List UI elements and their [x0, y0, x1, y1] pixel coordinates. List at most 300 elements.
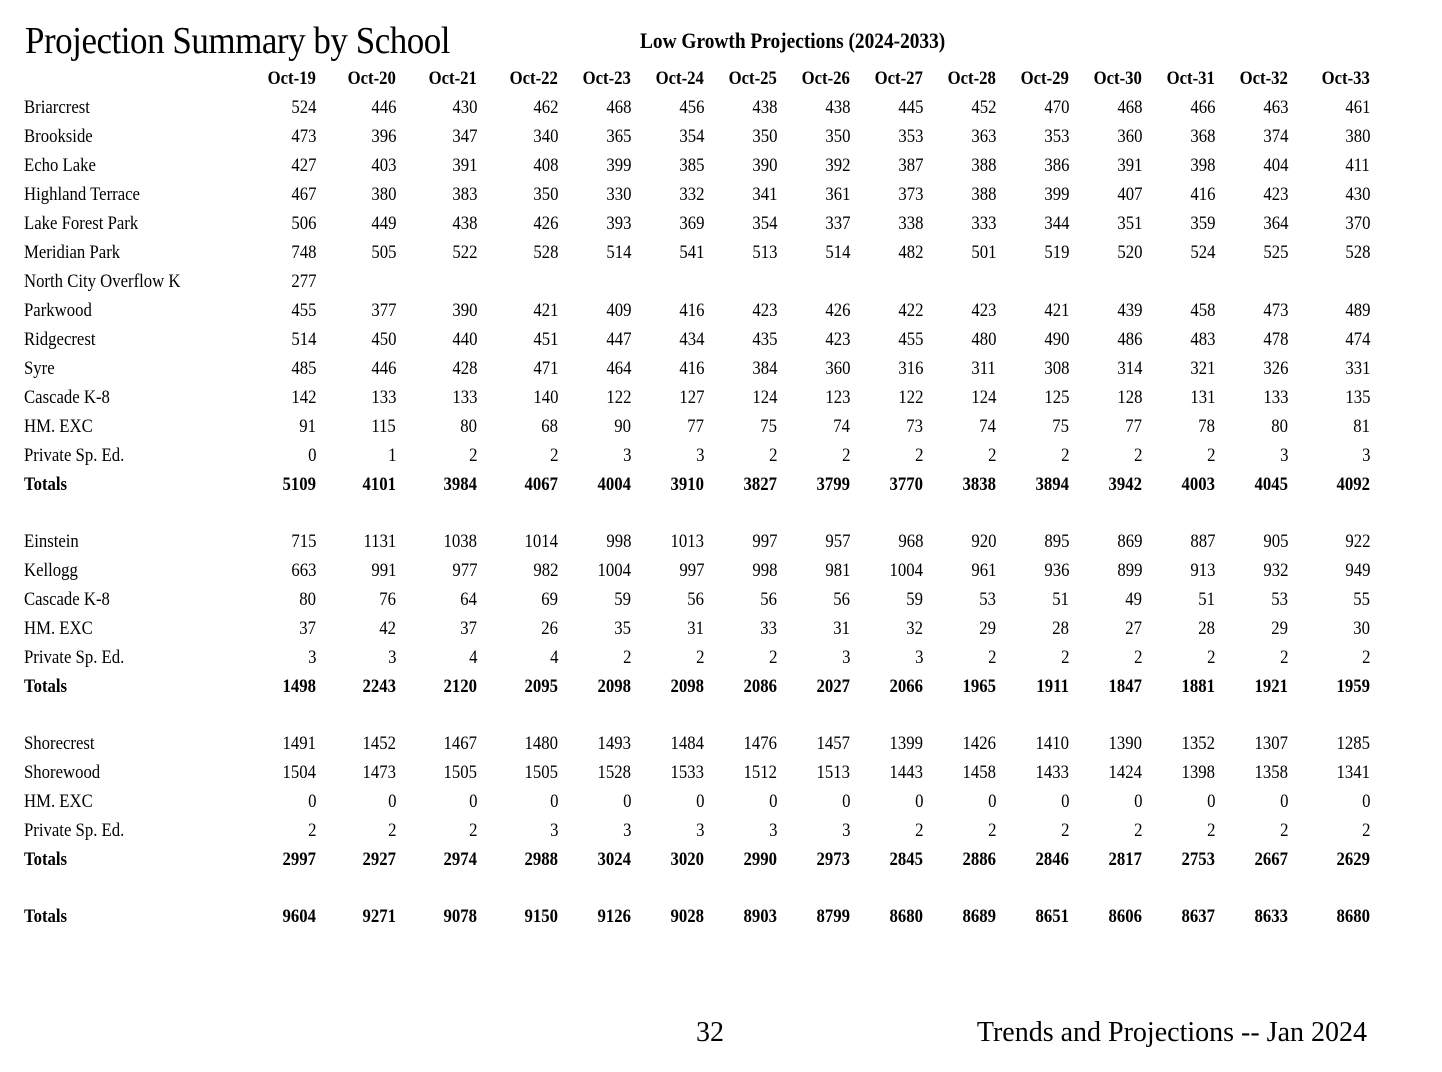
- cell-value: 524: [290, 97, 316, 118]
- table-cell: [1215, 383, 1288, 412]
- table-cell: [850, 585, 923, 614]
- cell-value: 1476: [743, 733, 777, 754]
- cell-value: 0: [1060, 791, 1069, 812]
- column-header-label: Oct-27: [874, 68, 923, 89]
- cell-value: 0: [768, 791, 777, 812]
- table-cell: [850, 180, 923, 209]
- column-header-label: Oct-23: [582, 68, 631, 89]
- table-row: [24, 93, 1370, 122]
- cell-value: 383: [451, 184, 477, 205]
- column-header-label: Oct-31: [1166, 68, 1215, 89]
- cell-value: 434: [678, 329, 704, 350]
- table-cell: [396, 902, 477, 931]
- table-cell: [1288, 267, 1370, 296]
- cell-value: 438: [451, 213, 477, 234]
- table-cell: [631, 816, 704, 845]
- table-cell: [558, 412, 631, 441]
- table-cell: [996, 902, 1069, 931]
- table-cell: [850, 643, 923, 672]
- row-label-text: HM. EXC: [24, 416, 93, 437]
- table-cell: [777, 758, 850, 787]
- table-cell: [777, 614, 850, 643]
- cell-value: 311: [971, 358, 996, 379]
- cell-value: 80: [299, 589, 316, 610]
- cell-value: 368: [1189, 126, 1215, 147]
- table-cell: [1069, 787, 1142, 816]
- section-totals-row: [24, 845, 1370, 874]
- table-cell: [996, 267, 1069, 296]
- grand-totals-row: [24, 902, 1370, 931]
- row-label: [24, 614, 241, 643]
- cell-value: 3: [622, 445, 631, 466]
- table-cell: [631, 672, 704, 701]
- cell-value: 377: [370, 300, 396, 321]
- table-cell: [704, 93, 777, 122]
- table-cell: [1069, 383, 1142, 412]
- table-cell: [631, 787, 704, 816]
- table-cell: [241, 902, 316, 931]
- cell-value: 338: [897, 213, 923, 234]
- cell-value: 35: [614, 618, 631, 639]
- table-row: [24, 729, 1370, 758]
- table-cell: [1215, 412, 1288, 441]
- cell-value: 326: [1262, 358, 1288, 379]
- table-cell: [923, 354, 996, 383]
- cell-value: 2974: [443, 849, 477, 870]
- cell-value: 0: [307, 791, 316, 812]
- cell-value: 663: [290, 560, 316, 581]
- cell-value: 1847: [1108, 676, 1142, 697]
- cell-value: 399: [1043, 184, 1069, 205]
- table-cell: [1069, 122, 1142, 151]
- row-label-text: Private Sp. Ed.: [24, 820, 125, 841]
- column-header-label: Oct-26: [801, 68, 850, 89]
- column-header-label: Oct-20: [347, 68, 396, 89]
- cell-value: 73: [906, 416, 923, 437]
- table-cell: [631, 93, 704, 122]
- table-cell: [704, 151, 777, 180]
- cell-value: 125: [1043, 387, 1069, 408]
- column-header-label: Oct-30: [1093, 68, 1142, 89]
- cell-value: 2: [307, 820, 316, 841]
- table-cell: [1215, 527, 1288, 556]
- table-cell: [316, 902, 396, 931]
- table-cell: [850, 614, 923, 643]
- table-cell: [1142, 672, 1215, 701]
- table-cell: [396, 614, 477, 643]
- row-label: [24, 845, 241, 874]
- cell-value: 9028: [670, 906, 704, 927]
- table-cell: [396, 151, 477, 180]
- table-cell: [1288, 383, 1370, 412]
- cell-value: 59: [614, 589, 631, 610]
- cell-value: 354: [751, 213, 777, 234]
- column-header: [1215, 65, 1288, 93]
- table-cell: [396, 93, 477, 122]
- cell-value: 5109: [282, 474, 316, 495]
- cell-value: 332: [678, 184, 704, 205]
- cell-value: 2: [1206, 445, 1215, 466]
- cell-value: 489: [1344, 300, 1370, 321]
- column-header-label: Oct-32: [1239, 68, 1288, 89]
- table-cell: [241, 122, 316, 151]
- cell-value: 340: [532, 126, 558, 147]
- cell-value: 3: [841, 647, 850, 668]
- table-cell: [631, 296, 704, 325]
- table-cell: [1288, 209, 1370, 238]
- table-cell: [1215, 729, 1288, 758]
- table-cell: [558, 556, 631, 585]
- table-cell: [316, 672, 396, 701]
- cell-value: 3770: [889, 474, 923, 495]
- table-cell: [1142, 556, 1215, 585]
- cell-value: 474: [1344, 329, 1370, 350]
- cell-value: 64: [460, 589, 477, 610]
- cell-value: 2: [468, 445, 477, 466]
- cell-value: 75: [760, 416, 777, 437]
- cell-value: 2: [695, 647, 704, 668]
- cell-value: 451: [532, 329, 558, 350]
- table-cell: [631, 209, 704, 238]
- cell-value: 1307: [1254, 733, 1288, 754]
- cell-value: 37: [299, 618, 316, 639]
- cell-value: 1480: [524, 733, 558, 754]
- cell-value: 133: [451, 387, 477, 408]
- cell-value: 462: [532, 97, 558, 118]
- table-cell: [1288, 729, 1370, 758]
- table-cell: [1069, 267, 1142, 296]
- table-cell: [996, 296, 1069, 325]
- cell-value: 913: [1189, 560, 1215, 581]
- cell-value: 81: [1353, 416, 1370, 437]
- cell-value: 522: [451, 242, 477, 263]
- cell-value: 2: [768, 445, 777, 466]
- table-cell: [923, 470, 996, 499]
- cell-value: 0: [1206, 791, 1215, 812]
- table-cell: [1142, 209, 1215, 238]
- table-cell: [477, 238, 558, 267]
- cell-value: 2997: [282, 849, 316, 870]
- row-label-text: Private Sp. Ed.: [24, 647, 125, 668]
- cell-value: 2: [1133, 820, 1142, 841]
- table-cell: [704, 845, 777, 874]
- cell-value: 407: [1116, 184, 1142, 205]
- cell-value: 51: [1052, 589, 1069, 610]
- cell-value: 0: [695, 791, 704, 812]
- table-cell: [850, 672, 923, 701]
- cell-value: 480: [970, 329, 996, 350]
- cell-value: 391: [1116, 155, 1142, 176]
- table-cell: [996, 527, 1069, 556]
- table-cell: [1215, 643, 1288, 672]
- cell-value: 373: [897, 184, 923, 205]
- table-cell: [777, 556, 850, 585]
- cell-value: 421: [532, 300, 558, 321]
- column-header: [1142, 65, 1215, 93]
- table-cell: [1142, 614, 1215, 643]
- table-cell: [241, 296, 316, 325]
- table-cell: [996, 643, 1069, 672]
- row-label: [24, 325, 241, 354]
- cell-value: 411: [1345, 155, 1370, 176]
- table-cell: [1142, 816, 1215, 845]
- row-label: [24, 902, 241, 931]
- table-cell: [850, 816, 923, 845]
- cell-value: 4045: [1254, 474, 1288, 495]
- table-cell: [777, 585, 850, 614]
- table-cell: [1215, 585, 1288, 614]
- cell-value: 748: [290, 242, 316, 263]
- cell-value: 2: [622, 647, 631, 668]
- cell-value: 0: [622, 791, 631, 812]
- table-row: [24, 151, 1370, 180]
- table-row: [24, 787, 1370, 816]
- row-label-text: Private Sp. Ed.: [24, 445, 125, 466]
- cell-value: 473: [290, 126, 316, 147]
- row-label-text: Cascade K-8: [24, 387, 110, 408]
- cell-value: 353: [897, 126, 923, 147]
- table-cell: [704, 180, 777, 209]
- table-cell: [1069, 209, 1142, 238]
- table-cell: [777, 354, 850, 383]
- table-cell: [1069, 729, 1142, 758]
- cell-value: 423: [970, 300, 996, 321]
- cell-value: 360: [1116, 126, 1142, 147]
- cell-value: 2066: [889, 676, 923, 697]
- table-cell: [777, 845, 850, 874]
- table-cell: [1069, 643, 1142, 672]
- cell-value: 0: [1361, 791, 1370, 812]
- table-cell: [704, 441, 777, 470]
- table-cell: [396, 643, 477, 672]
- table-cell: [777, 238, 850, 267]
- table-cell: [241, 93, 316, 122]
- cell-value: 1467: [443, 733, 477, 754]
- table-cell: [558, 585, 631, 614]
- column-header-label: Oct-24: [655, 68, 704, 89]
- cell-value: 140: [532, 387, 558, 408]
- cell-value: 440: [451, 329, 477, 350]
- cell-value: 483: [1189, 329, 1215, 350]
- table-cell: [631, 527, 704, 556]
- table-cell: [777, 383, 850, 412]
- table-row: [24, 412, 1370, 441]
- table-cell: [1215, 672, 1288, 701]
- cell-value: 2988: [524, 849, 558, 870]
- table-row: [24, 238, 1370, 267]
- table-cell: [850, 787, 923, 816]
- table-cell: [477, 383, 558, 412]
- cell-value: 2098: [597, 676, 631, 697]
- cell-value: 2: [987, 820, 996, 841]
- cell-value: 1004: [889, 560, 923, 581]
- cell-value: 390: [751, 155, 777, 176]
- table-cell: [241, 527, 316, 556]
- row-label: [24, 816, 241, 845]
- cell-value: 446: [370, 358, 396, 379]
- cell-value: 4003: [1181, 474, 1215, 495]
- cell-value: 514: [605, 242, 631, 263]
- table-cell: [396, 296, 477, 325]
- table-cell: [1069, 354, 1142, 383]
- cell-value: 1921: [1254, 676, 1288, 697]
- cell-value: 9604: [282, 906, 316, 927]
- table-cell: [996, 816, 1069, 845]
- table-cell: [850, 527, 923, 556]
- cell-value: 932: [1262, 560, 1288, 581]
- table-cell: [558, 614, 631, 643]
- cell-value: 524: [1189, 242, 1215, 263]
- cell-value: 1505: [524, 762, 558, 783]
- row-label-text: North City Overflow K: [24, 271, 181, 292]
- cell-value: 384: [751, 358, 777, 379]
- cell-value: 2: [1206, 820, 1215, 841]
- table-cell: [477, 209, 558, 238]
- cell-value: 387: [897, 155, 923, 176]
- table-cell: [1069, 93, 1142, 122]
- table-cell: [996, 209, 1069, 238]
- table-cell: [1288, 585, 1370, 614]
- table-cell: [704, 122, 777, 151]
- table-cell: [558, 902, 631, 931]
- table-cell: [241, 470, 316, 499]
- cell-value: 142: [290, 387, 316, 408]
- cell-value: 997: [751, 531, 777, 552]
- cell-value: 1433: [1035, 762, 1069, 783]
- table-cell: [1215, 441, 1288, 470]
- table-cell: [923, 383, 996, 412]
- table-cell: [996, 787, 1069, 816]
- cell-value: 1390: [1108, 733, 1142, 754]
- cell-value: 2990: [743, 849, 777, 870]
- cell-value: 124: [751, 387, 777, 408]
- row-label-text: Totals: [24, 906, 68, 927]
- cell-value: 359: [1189, 213, 1215, 234]
- table-cell: [316, 556, 396, 585]
- cell-value: 8903: [743, 906, 777, 927]
- cell-value: 1398: [1181, 762, 1215, 783]
- table-cell: [396, 238, 477, 267]
- row-label: [24, 729, 241, 758]
- cell-value: 541: [678, 242, 704, 263]
- table-cell: [396, 845, 477, 874]
- cell-value: 1458: [962, 762, 996, 783]
- table-cell: [777, 325, 850, 354]
- row-label-text: Ridgecrest: [24, 329, 96, 350]
- table-cell: [631, 470, 704, 499]
- table-cell: [704, 556, 777, 585]
- table-cell: [1142, 441, 1215, 470]
- cell-value: 8689: [962, 906, 996, 927]
- table-cell: [558, 729, 631, 758]
- page-title: Projection Summary by School: [25, 20, 451, 62]
- table-cell: [316, 238, 396, 267]
- table-cell: [704, 729, 777, 758]
- table-cell: [704, 643, 777, 672]
- cell-value: 8680: [1336, 906, 1370, 927]
- table-cell: [396, 412, 477, 441]
- cell-value: 124: [970, 387, 996, 408]
- table-cell: [1069, 758, 1142, 787]
- table-cell: [316, 758, 396, 787]
- cell-value: 449: [370, 213, 396, 234]
- table-cell: [396, 729, 477, 758]
- table-cell: [477, 614, 558, 643]
- table-cell: [777, 267, 850, 296]
- table-cell: [704, 527, 777, 556]
- table-cell: [1288, 556, 1370, 585]
- table-cell: [1142, 354, 1215, 383]
- table-cell: [316, 643, 396, 672]
- cell-value: 2845: [889, 849, 923, 870]
- table-cell: [850, 441, 923, 470]
- column-header: [241, 65, 316, 93]
- row-label-text: HM. EXC: [24, 618, 93, 639]
- table-cell: [850, 470, 923, 499]
- cell-value: 350: [751, 126, 777, 147]
- header-blank: [24, 65, 241, 93]
- cell-value: 1426: [962, 733, 996, 754]
- cell-value: 404: [1262, 155, 1288, 176]
- cell-value: 2667: [1254, 849, 1288, 870]
- table-cell: [477, 267, 558, 296]
- table-cell: [396, 441, 477, 470]
- row-label-text: Kellogg: [24, 560, 78, 581]
- cell-value: 3942: [1108, 474, 1142, 495]
- table-cell: [631, 412, 704, 441]
- table-cell: [1215, 151, 1288, 180]
- cell-value: 416: [1189, 184, 1215, 205]
- table-row: [24, 325, 1370, 354]
- table-cell: [477, 585, 558, 614]
- cell-value: 505: [370, 242, 396, 263]
- cell-value: 9150: [524, 906, 558, 927]
- table-cell: [1215, 325, 1288, 354]
- cell-value: 455: [897, 329, 923, 350]
- table-cell: [704, 614, 777, 643]
- table-cell: [923, 180, 996, 209]
- table-row: [24, 354, 1370, 383]
- table-cell: [996, 180, 1069, 209]
- cell-value: 3: [695, 445, 704, 466]
- spacer-cell: [24, 499, 1370, 527]
- table-cell: [396, 527, 477, 556]
- cell-value: 2: [914, 820, 923, 841]
- table-cell: [241, 672, 316, 701]
- cell-value: 1498: [282, 676, 316, 697]
- table-cell: [1069, 816, 1142, 845]
- table-cell: [1288, 902, 1370, 931]
- table-cell: [1215, 614, 1288, 643]
- cell-value: 478: [1262, 329, 1288, 350]
- table-cell: [477, 845, 558, 874]
- cell-value: 133: [370, 387, 396, 408]
- table-cell: [631, 180, 704, 209]
- cell-value: 416: [678, 300, 704, 321]
- cell-value: 968: [897, 531, 923, 552]
- cell-value: 463: [1262, 97, 1288, 118]
- cell-value: 428: [451, 358, 477, 379]
- table-cell: [1215, 180, 1288, 209]
- table-cell: [316, 354, 396, 383]
- cell-value: 122: [897, 387, 923, 408]
- cell-value: 365: [605, 126, 631, 147]
- cell-value: 2: [1279, 820, 1288, 841]
- section-spacer: [24, 701, 1370, 729]
- cell-value: 2027: [816, 676, 850, 697]
- cell-value: 506: [290, 213, 316, 234]
- table-cell: [241, 845, 316, 874]
